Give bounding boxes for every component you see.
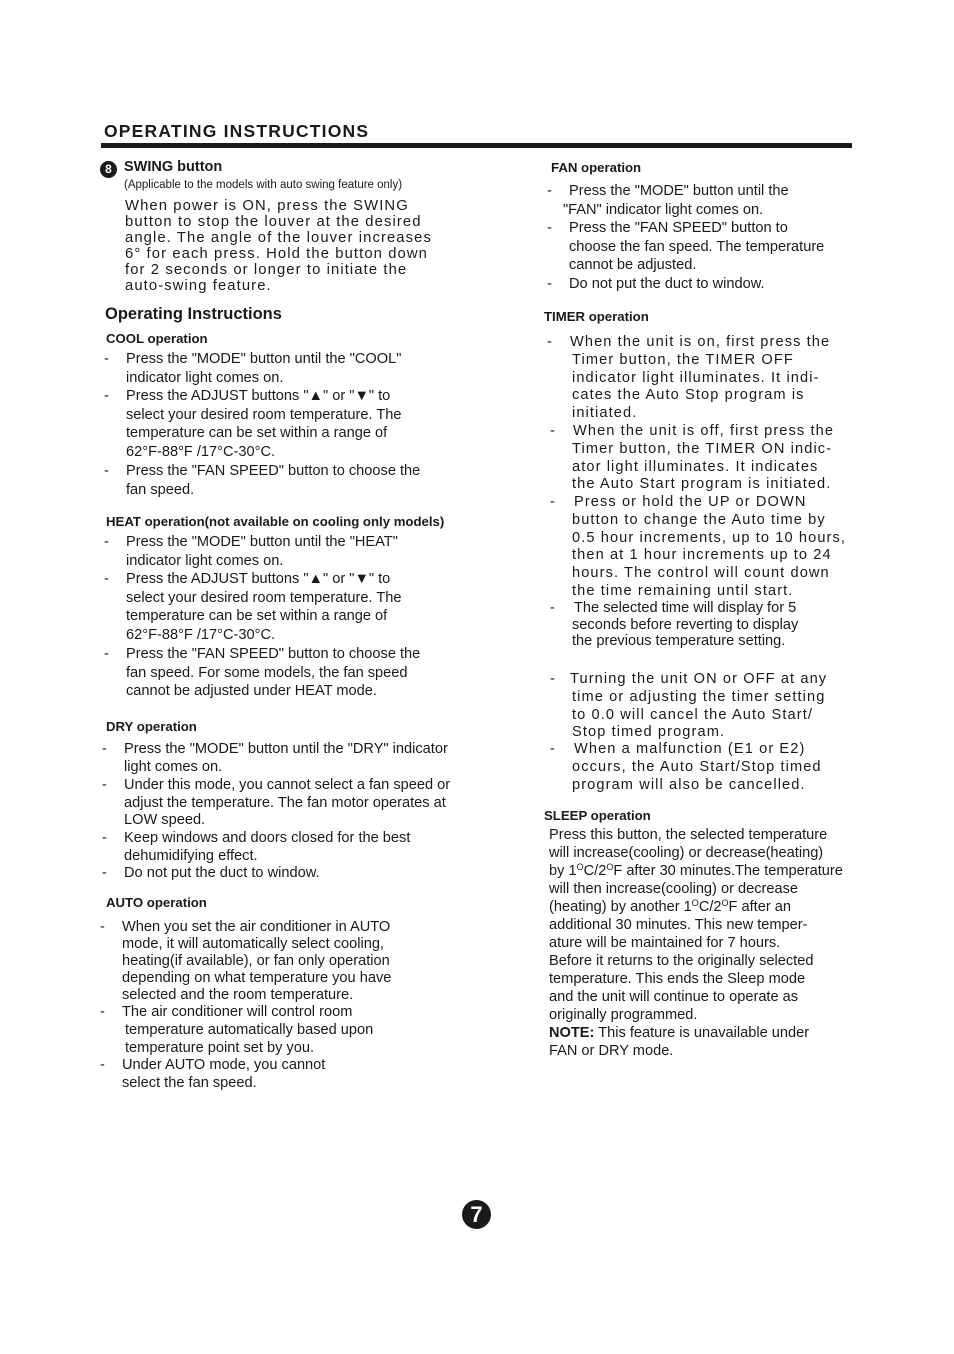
text-line: the previous temperature setting.	[572, 633, 786, 649]
list-item: - When the unit is on, first press the Timer button, the TIMER OFF indicator light illuminates. It indi- cates the Auto Stop program is initiated.	[547, 334, 831, 422]
list-item: - Press the "MODE" button until the "HEAT" indicator light comes on.	[104, 534, 398, 569]
text-line: When the unit is off, first press the	[573, 423, 835, 439]
text-line: hours. The control will count down	[572, 565, 830, 582]
list-item: - Press the "MODE" button until the "COOL" indicator light comes on.	[104, 351, 402, 386]
text-line: heating(if available), or fan only operation	[122, 953, 390, 969]
list-item: - Keep windows and doors closed for the best dehumidifying effect.	[102, 830, 411, 864]
page-title: OPERATING INSTRUCTIONS	[104, 121, 370, 141]
text-line: button to change the Auto time by	[572, 511, 826, 528]
text-line: Press the "MODE" button until the	[569, 183, 789, 199]
text-line: The selected time will display for 5	[574, 600, 797, 616]
swing-heading: SWING button	[124, 159, 223, 175]
text-line: indicator light comes on.	[126, 552, 284, 569]
text-line: adjust the temperature. The fan motor operates at	[124, 794, 446, 811]
list-item: - Press the "FAN SPEED" button to choose the fan speed.	[104, 463, 421, 498]
text-line: When power is ON, press the SWING	[125, 198, 409, 214]
text-line: Press the "FAN SPEED" button to	[569, 220, 788, 236]
text-line: Press the "MODE" button until the "HEAT"	[126, 534, 398, 550]
text-line: Press this button, the selected temperature	[549, 827, 828, 843]
text-line: fan speed.	[126, 481, 195, 498]
text-line: Under this mode, you cannot select a fan speed or	[124, 777, 451, 793]
list-item: - Under AUTO mode, you cannot select the fan speed.	[100, 1057, 326, 1091]
heat-heading: HEAT operation(not available on cooling only models)	[106, 514, 445, 529]
text-line: 62°F-88°F /17°C-30°C.	[126, 443, 276, 460]
text-line: Do not put the duct to window.	[569, 276, 765, 292]
swing-number-badge: 8	[100, 161, 117, 178]
text-line: mode, it will automatically select cooling,	[122, 936, 384, 952]
list-item: - The air conditioner will control room temperature automatically based upon temperature point set by you.	[100, 1004, 374, 1056]
section-title: Operating Instructions	[105, 305, 282, 323]
text-line: When you set the air conditioner in AUTO	[122, 919, 391, 935]
fan-heading: FAN operation	[551, 160, 642, 175]
text-line: Press the ADJUST buttons "▲" or "▼" to	[126, 571, 391, 587]
text-line: (heating) by another $1^OC/2^OF$ after an	[549, 898, 792, 915]
text-line: Press the ADJUST buttons "▲" or "▼" to	[126, 388, 391, 404]
list-item: - Under this mode, you cannot select a fan speed or adjust the temperature. The fan motor operates at LOW speed.	[102, 777, 451, 829]
text-line: initiated.	[572, 405, 638, 422]
text-line: by $1^OC/2^OF$ after 30 minutes.The temperature	[549, 862, 843, 879]
text-line: for 2 seconds or longer to initiate the	[125, 262, 408, 278]
text-line: temperature can be set within a range of	[126, 608, 388, 625]
timer-heading: TIMER operation	[544, 309, 649, 324]
text-line: ature will be maintained for 7 hours.	[549, 935, 781, 951]
text-line: selected and the room temperature.	[122, 987, 354, 1003]
text-line: When a malfunction (E1 or E2)	[574, 741, 806, 757]
list-item: - The selected time will display for 5 seconds before reverting to display the previous temperature setting.	[550, 600, 799, 649]
dry-heading: DRY operation	[106, 719, 197, 734]
text-line: Press the "MODE" button until the "COOL"	[126, 351, 402, 367]
text-line: Timer button, the TIMER OFF	[572, 351, 794, 368]
text-line: Timer button, the TIMER ON indic-	[572, 440, 833, 457]
list-item: - Press the "MODE" button until the "DRY" indicator light comes on.	[102, 741, 448, 775]
text-line: angle. The angle of the louver increases	[125, 230, 432, 246]
note-label: NOTE:	[549, 1025, 595, 1041]
list-item: - Press or hold the UP or DOWN button to change the Auto time by 0.5 hour increments, up to 10 hours, then at 1 hour increments up to 24 hours. The control will count down the time remaining until start.	[550, 494, 847, 599]
list-item: - When the unit is off, first press the Timer button, the TIMER ON indic- ator light illuminates. It indicates the Auto Start program is initiated.	[550, 423, 835, 493]
text-line: temperature automatically based upon	[125, 1022, 374, 1038]
list-item: - When you set the air conditioner in AUTO mode, it will automatically select cooling, heating(if available), or fan only operation depending on what temperature you have selected and the room temperature.	[100, 919, 392, 1003]
text-line: cates the Auto Stop program is	[572, 387, 805, 404]
text-line: the Auto Start program is initiated.	[572, 476, 832, 493]
text-line: dehumidifying effect.	[124, 847, 258, 864]
text-line: Turning the unit ON or OFF at any	[570, 671, 828, 687]
text-line: Do not put the duct to window.	[124, 865, 320, 881]
list-item: - Press the ADJUST buttons "▲" or "▼" to select your desired room temperature. The temperature can be set within a range of 62°F-88°F /17°C-30°C.	[104, 388, 402, 460]
text-line: When the unit is on, first press the	[570, 334, 831, 350]
text-line: Stop timed program.	[572, 724, 726, 741]
text-line: program will also be cancelled.	[572, 776, 806, 793]
text-line: occurs, the Auto Start/Stop timed	[572, 758, 822, 775]
text-line: NOTE: This feature is unavailable under	[549, 1025, 810, 1041]
list-item: - Do not put the duct to window.	[547, 276, 765, 292]
text-line: temperature. This ends the Sleep mode	[549, 971, 806, 987]
text-line: ator light illuminates. It indicates	[572, 458, 819, 475]
list-item: - Press the ADJUST buttons "▲" or "▼" to select your desired room temperature. The temperature can be set within a range of 62°F-88°F /17°C-30°C.	[104, 571, 402, 643]
list-item: - Press the "MODE" button until the "FAN" indicator light comes on.	[547, 183, 789, 218]
text-line: 0.5 hour increments, up to 10 hours,	[572, 529, 847, 546]
list-item: - Press the "FAN SPEED" button to choose the fan speed. For some models, the fan speed cannot be adjusted under HEAT mode.	[104, 646, 421, 700]
text-line: Keep windows and doors closed for the best	[124, 830, 411, 846]
text-line: select the fan speed.	[122, 1075, 257, 1091]
text-line: originally programmed.	[549, 1007, 698, 1023]
swing-note: (Applicable to the models with auto swing feature only)	[124, 179, 403, 191]
sleep-heading: SLEEP operation	[544, 808, 651, 823]
list-item: - Press the "FAN SPEED" button to choose the fan speed. The temperature cannot be adjusted.	[547, 220, 825, 274]
text-line: "FAN" indicator light comes on.	[563, 201, 764, 218]
list-item: - Do not put the duct to window.	[102, 865, 320, 881]
text-line: 6° for each press. Hold the button down	[125, 246, 428, 262]
text-line: Press the "MODE" button until the "DRY" indicator	[124, 741, 448, 757]
text-line: select your desired room temperature. The	[126, 406, 402, 423]
text-line: 62°F-88°F /17°C-30°C.	[126, 626, 276, 643]
text-line: The air conditioner will control room	[122, 1004, 353, 1020]
text-line: time or adjusting the timer setting	[572, 688, 826, 705]
text-line: Press the "FAN SPEED" button to choose the	[126, 646, 421, 662]
text-line: seconds before reverting to display	[572, 616, 799, 633]
text-line: fan speed. For some models, the fan speed	[126, 664, 408, 681]
page-number: 7	[462, 1200, 491, 1229]
text-line: will then increase(cooling) or decrease	[549, 881, 799, 897]
text-line: temperature point set by you.	[125, 1040, 315, 1056]
sleep-description	[549, 826, 879, 1060]
text-line: will increase(cooling) or decrease(heating)	[549, 845, 824, 861]
title-rule	[101, 143, 852, 148]
text-line: cannot be adjusted under HEAT mode.	[126, 683, 377, 700]
text-line: depending on what temperature you have	[122, 970, 392, 986]
text-line: select your desired room temperature. The	[126, 589, 402, 606]
text-line: choose the fan speed. The temperature	[569, 238, 825, 255]
text-line: button to stop the louver at the desired	[125, 214, 422, 230]
text-line: the time remaining until start.	[572, 582, 794, 599]
text-line: Under AUTO mode, you cannot	[122, 1057, 326, 1073]
list-item: - When a malfunction (E1 or E2) occurs, the Auto Start/Stop timed program will also be cancelled.	[550, 741, 822, 793]
text-line: light comes on.	[124, 758, 223, 775]
text-line: and the unit will continue to operate as	[549, 989, 799, 1005]
text-line: LOW speed.	[124, 812, 206, 829]
text-line: auto-swing feature.	[125, 278, 272, 294]
text-line: to 0.0 will cancel the Auto Start/	[572, 706, 814, 723]
text-line: Press the "FAN SPEED" button to choose the	[126, 463, 421, 479]
list-item: - Turning the unit ON or OFF at any time or adjusting the timer setting to 0.0 will cancel the Auto Start/ Stop timed program.	[550, 671, 828, 741]
auto-heading: AUTO operation	[106, 895, 207, 910]
text-line: indicator light illuminates. It indi-	[572, 369, 820, 386]
text-line: cannot be adjusted.	[569, 257, 697, 274]
text-line: indicator light comes on.	[126, 369, 284, 386]
text-line: Press or hold the UP or DOWN	[574, 494, 807, 510]
cool-heading: COOL operation	[106, 331, 208, 346]
swing-description	[125, 198, 432, 294]
text-line: additional 30 minutes. This new temper-	[549, 917, 808, 933]
text-line: FAN or DRY mode.	[549, 1043, 674, 1059]
text-line: Before it returns to the originally selected	[549, 953, 814, 969]
text-line: temperature can be set within a range of	[126, 425, 388, 442]
text-line: then at 1 hour increments up to 24	[572, 547, 832, 564]
